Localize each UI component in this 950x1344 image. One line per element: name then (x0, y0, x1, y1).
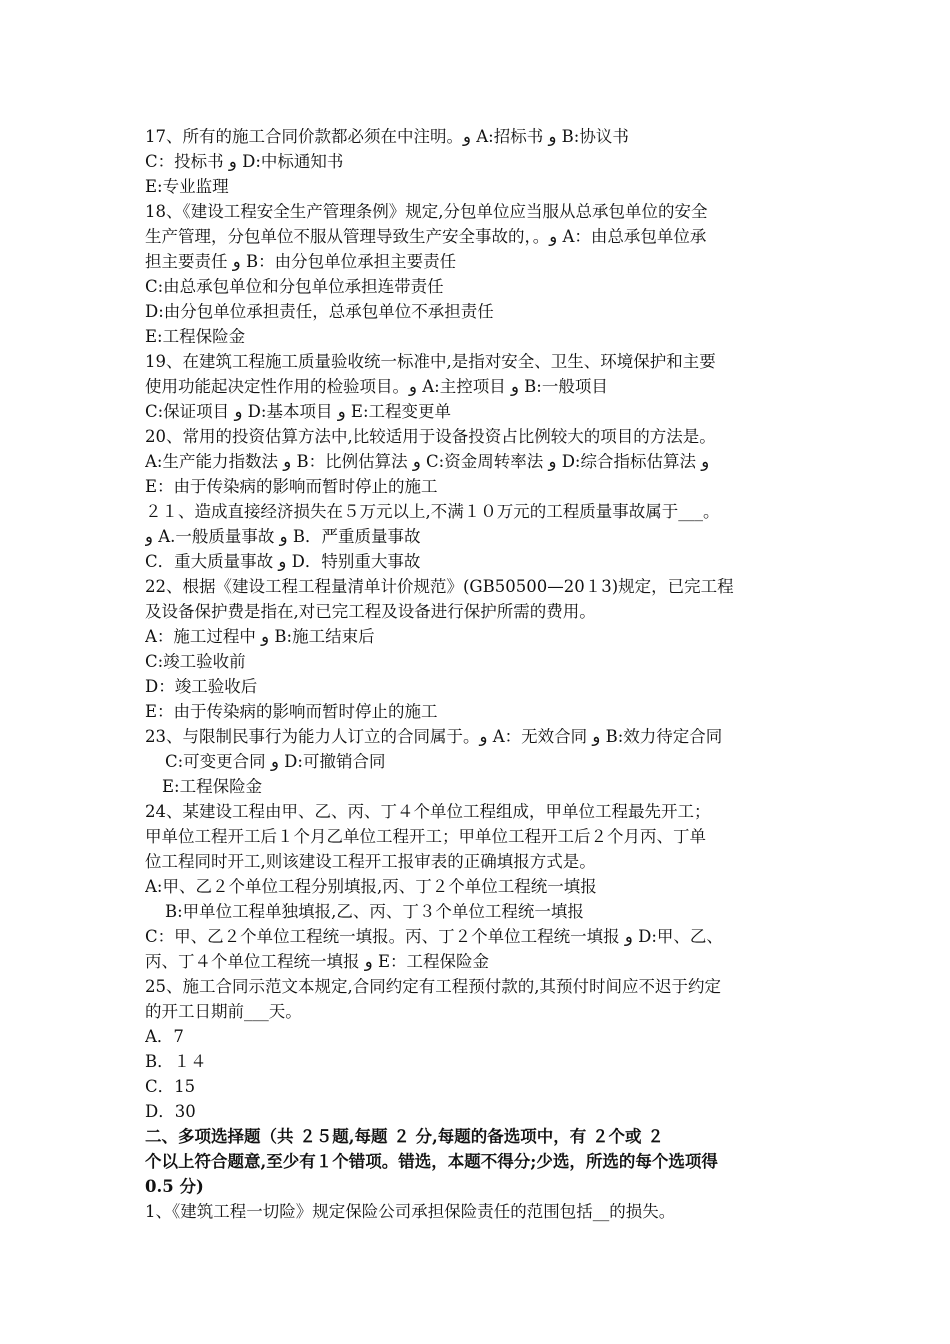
question-20-option-e: E：由于传染病的影响而暂时停止的施工 (145, 477, 438, 496)
question-18-stem-line-3: 担主要责任 و B：由分包单位承担主要责任 (145, 252, 457, 271)
question-22-option-c: C:竣工验收前 (145, 652, 246, 671)
multi-question-1-stem: 1、《建筑工程一切险》规定保险公司承担保险责任的范围包括__的损失。 (145, 1202, 676, 1221)
question-17-option-e: E:专业监理 (145, 177, 229, 196)
question-17-stem: 17、所有的施工合同价款都必须在中注明。و A:招标书 و B:协议书 (145, 127, 629, 146)
question-17-option-c-d: C：投标书 و D:中标通知书 (145, 152, 344, 171)
section-2-heading-line-2: 个以上符合题意,至少有１个错项。错选，本题不得分;少选，所选的每个选项得 (145, 1152, 718, 1171)
question-21-option-a-b: و A.一般质量事故 و B．严重质量事故 (145, 527, 421, 546)
question-19-stem-line-1: 19、在建筑工程施工质量验收统一标准中,是指对安全、卫生、环境保护和主要 (145, 352, 716, 371)
question-23-stem: 23、与限制民事行为能力人订立的合同属于。و A：无效合同 و B:效力待定合同 (145, 727, 723, 746)
question-25-stem-line-1: 25、施工合同示范文本规定,合同约定有工程预付款的,其预付时间应不迟于约定 (145, 977, 721, 996)
question-23-option-e: E:工程保险金 (162, 777, 263, 796)
question-18-option-c: C:由总承包单位和分包单位承担连带责任 (145, 277, 444, 296)
question-19-stem-line-2: 使用功能起决定性作用的检验项目。و A:主控项目 و B:一般项目 (145, 377, 608, 396)
question-22-option-e: E：由于传染病的影响而暂时停止的施工 (145, 702, 438, 721)
question-18-stem-line-1: 18、《建设工程安全生产管理条例》规定,分包单位应当服从总承包单位的安全 (145, 202, 708, 221)
question-22-stem-line-2: 及设备保护费是指在,对已完工程及设备进行保护所需的费用。 (145, 602, 596, 621)
question-25-option-b: B．１４ (145, 1052, 207, 1071)
question-25-option-c: C．15 (145, 1077, 196, 1096)
question-22-stem-line-1: 22、根据《建设工程工程量清单计价规范》(GB50500—20１3)规定，已完工程 (145, 577, 734, 596)
question-18-option-e: E:工程保险金 (145, 327, 246, 346)
question-19-options: C:保证项目 و D:基本项目 و E:工程变更单 (145, 402, 452, 421)
question-21-stem: ２１、造成直接经济损失在５万元以上,不满１０万元的工程质量事故属于___。 (145, 502, 720, 521)
question-25-option-a: A．7 (145, 1027, 184, 1046)
question-24-option-a: A:甲、乙２个单位工程分别填报,丙、丁２个单位工程统一填报 (145, 877, 597, 896)
question-23-option-c-d: C:可变更合同 و D:可撤销合同 (165, 752, 386, 771)
question-24-option-c-d: C：甲、乙２个单位工程统一填报。丙、丁２个单位工程统一填报 و D:甲、乙、 (145, 927, 723, 946)
question-24-stem-line-2: 甲单位工程开工后１个月乙单位工程开工；甲单位工程开工后２个月丙、丁单 (145, 827, 706, 846)
question-18-option-d: D:由分包单位承担责任，总承包单位不承担责任 (145, 302, 494, 321)
question-24-option-d-e: 丙、丁４个单位工程统一填报 و E：工程保险金 (145, 952, 490, 971)
question-24-stem-line-3: 位工程同时开工,则该建设工程开工报审表的正确填报方式是。 (145, 852, 596, 871)
question-22-option-d: D：竣工验收后 (145, 677, 258, 696)
question-25-stem-line-2: 的开工日期前___天。 (145, 1002, 302, 1021)
question-25-option-d: D．30 (145, 1102, 196, 1121)
question-20-stem: 20、常用的投资估算方法中,比较适用于设备投资占比例较大的项目的方法是。 (145, 427, 716, 446)
question-24-stem-line-1: 24、某建设工程由甲、乙、丙、丁４个单位工程组成，甲单位工程最先开工； (145, 802, 711, 821)
question-22-option-a-b: A：施工过程中 و B:施工结束后 (145, 627, 375, 646)
section-2-heading-line-3: 0.5 分) (145, 1177, 204, 1196)
question-18-stem-line-2: 生产管理，分包单位不服从管理导致生产安全事故的，。و A：由总承包单位承 (145, 227, 707, 246)
section-2-heading-line-1: 二、多项选择题（共 ２５题,每题 ２ 分,每题的备选项中，有 ２个或 ２ (145, 1127, 664, 1146)
question-24-option-b: B:甲单位工程单独填报,乙、丙、丁３个单位工程统一填报 (165, 902, 584, 921)
question-21-option-c-d: C．重大质量事故 و D．特别重大事故 (145, 552, 421, 571)
question-20-options: A:生产能力指数法 و B：比例估算法 و C:资金周转率法 و D:综合指标估算法 و (145, 452, 710, 471)
